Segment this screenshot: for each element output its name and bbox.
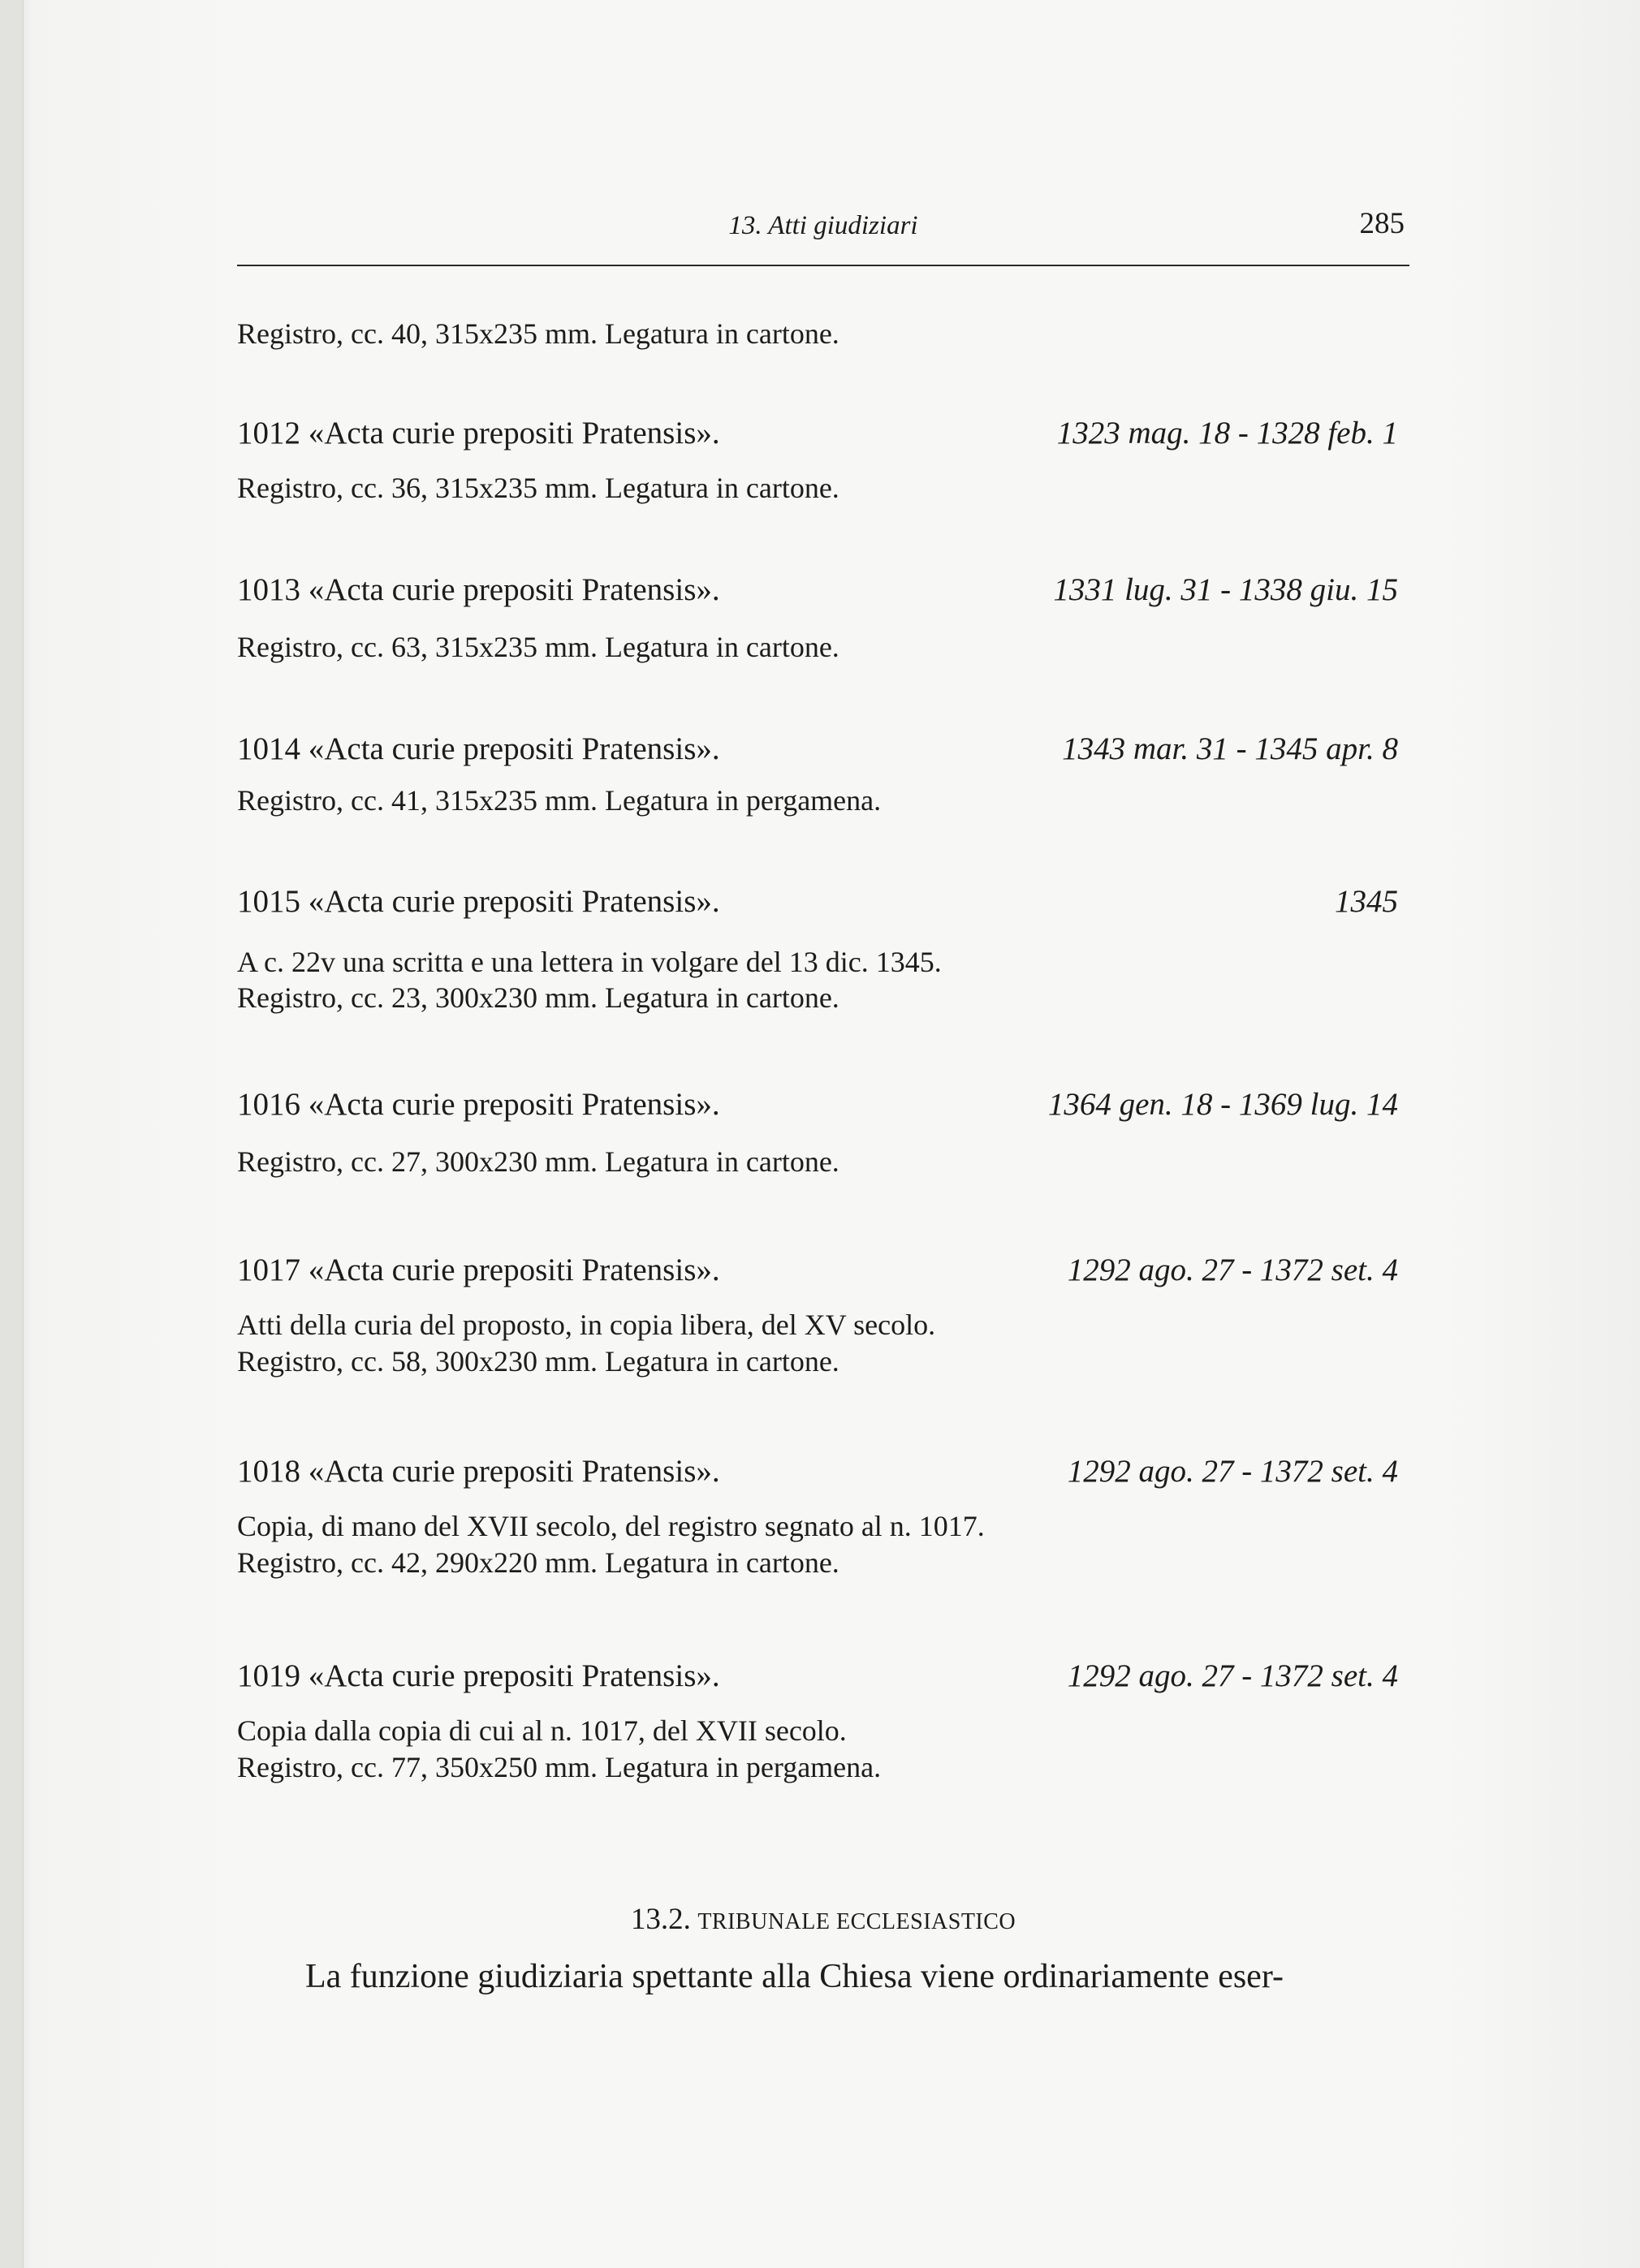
entry-title: 1015 «Acta curie prepositi Pratensis». xyxy=(237,884,720,919)
entry-1014-registro: Registro, cc. 41, 315x235 mm. Legatura in pergamena. xyxy=(237,784,882,817)
section-title: TRIBUNALE ECCLESIASTICO xyxy=(697,1909,1016,1934)
page-edge xyxy=(0,0,24,2268)
page-number: 285 xyxy=(1359,207,1405,240)
entry-title: 1018 «Acta curie prepositi Pratensis». xyxy=(237,1454,720,1489)
entry-1019-title-row xyxy=(237,1656,1398,1697)
entry-1017-note: Atti della curia del proposto, in copia libera, del XV secolo. xyxy=(237,1309,936,1341)
entry-1012-title-row xyxy=(237,413,1398,454)
entry-1015-title-row xyxy=(237,882,1398,922)
entry-title: 1016 «Acta curie prepositi Pratensis». xyxy=(237,1087,720,1122)
entry-date: 1323 mag. 18 - 1328 feb. 1 xyxy=(1056,416,1398,451)
entry-title: 1017 «Acta curie prepositi Pratensis». xyxy=(237,1253,720,1287)
section-number: 13.2. xyxy=(630,1903,691,1936)
entry-title: 1019 «Acta curie prepositi Pratensis». xyxy=(237,1658,720,1693)
entry-date: 1292 ago. 27 - 1372 set. 4 xyxy=(1067,1454,1398,1489)
entry-1017-registro: Registro, cc. 58, 300x230 mm. Legatura in cartone. xyxy=(237,1345,839,1378)
entry-1011-registro: Registro, cc. 40, 315x235 mm. Legatura in cartone. xyxy=(237,317,839,350)
page-header xyxy=(237,205,1409,266)
entry-date: 1331 lug. 31 - 1338 giu. 15 xyxy=(1053,572,1398,607)
entry-1014-title-row xyxy=(237,729,1398,770)
entry-1017-title-row xyxy=(237,1250,1398,1291)
entry-1016-title-row xyxy=(237,1084,1398,1125)
entry-1016-registro: Registro, cc. 27, 300x230 mm. Legatura in cartone. xyxy=(237,1145,839,1178)
running-head: 13. Atti giudiziari xyxy=(728,211,918,240)
entry-1013-title-row xyxy=(237,570,1398,610)
entry-date: 1345 xyxy=(1335,884,1398,919)
entry-title: 1012 «Acta curie prepositi Pratensis». xyxy=(237,416,720,451)
entry-title: 1014 «Acta curie prepositi Pratensis». xyxy=(237,731,720,766)
entry-1015-note: A c. 22v una scritta e una lettera in volgare del 13 dic. 1345. xyxy=(237,946,942,978)
entry-1015-registro: Registro, cc. 23, 300x230 mm. Legatura in cartone. xyxy=(237,981,839,1014)
entry-date: 1364 gen. 18 - 1369 lug. 14 xyxy=(1047,1087,1398,1122)
entry-1013-registro: Registro, cc. 63, 315x235 mm. Legatura in cartone. xyxy=(237,631,839,663)
entry-1018-note: Copia, di mano del XVII secolo, del registro segnato al n. 1017. xyxy=(237,1510,985,1542)
entry-title: 1013 «Acta curie prepositi Pratensis». xyxy=(237,572,720,607)
entry-date: 1343 mar. 31 - 1345 apr. 8 xyxy=(1062,731,1398,766)
entry-1012-registro: Registro, cc. 36, 315x235 mm. Legatura in cartone. xyxy=(237,472,839,504)
section-heading xyxy=(237,1902,1409,1940)
entry-1019-registro: Registro, cc. 77, 350x250 mm. Legatura in pergamena. xyxy=(237,1751,882,1783)
entry-1019-note: Copia dalla copia di cui al n. 1017, del XVII secolo. xyxy=(237,1714,847,1747)
entry-date: 1292 ago. 27 - 1372 set. 4 xyxy=(1067,1253,1398,1287)
entry-1018-title-row xyxy=(237,1451,1398,1492)
entry-1018-registro: Registro, cc. 42, 290x220 mm. Legatura in cartone. xyxy=(237,1546,839,1579)
body-paragraph: La funzione giudiziaria spettante alla Chiesa viene ordinariamente eser- xyxy=(305,1958,1284,1995)
entry-date: 1292 ago. 27 - 1372 set. 4 xyxy=(1067,1658,1398,1693)
